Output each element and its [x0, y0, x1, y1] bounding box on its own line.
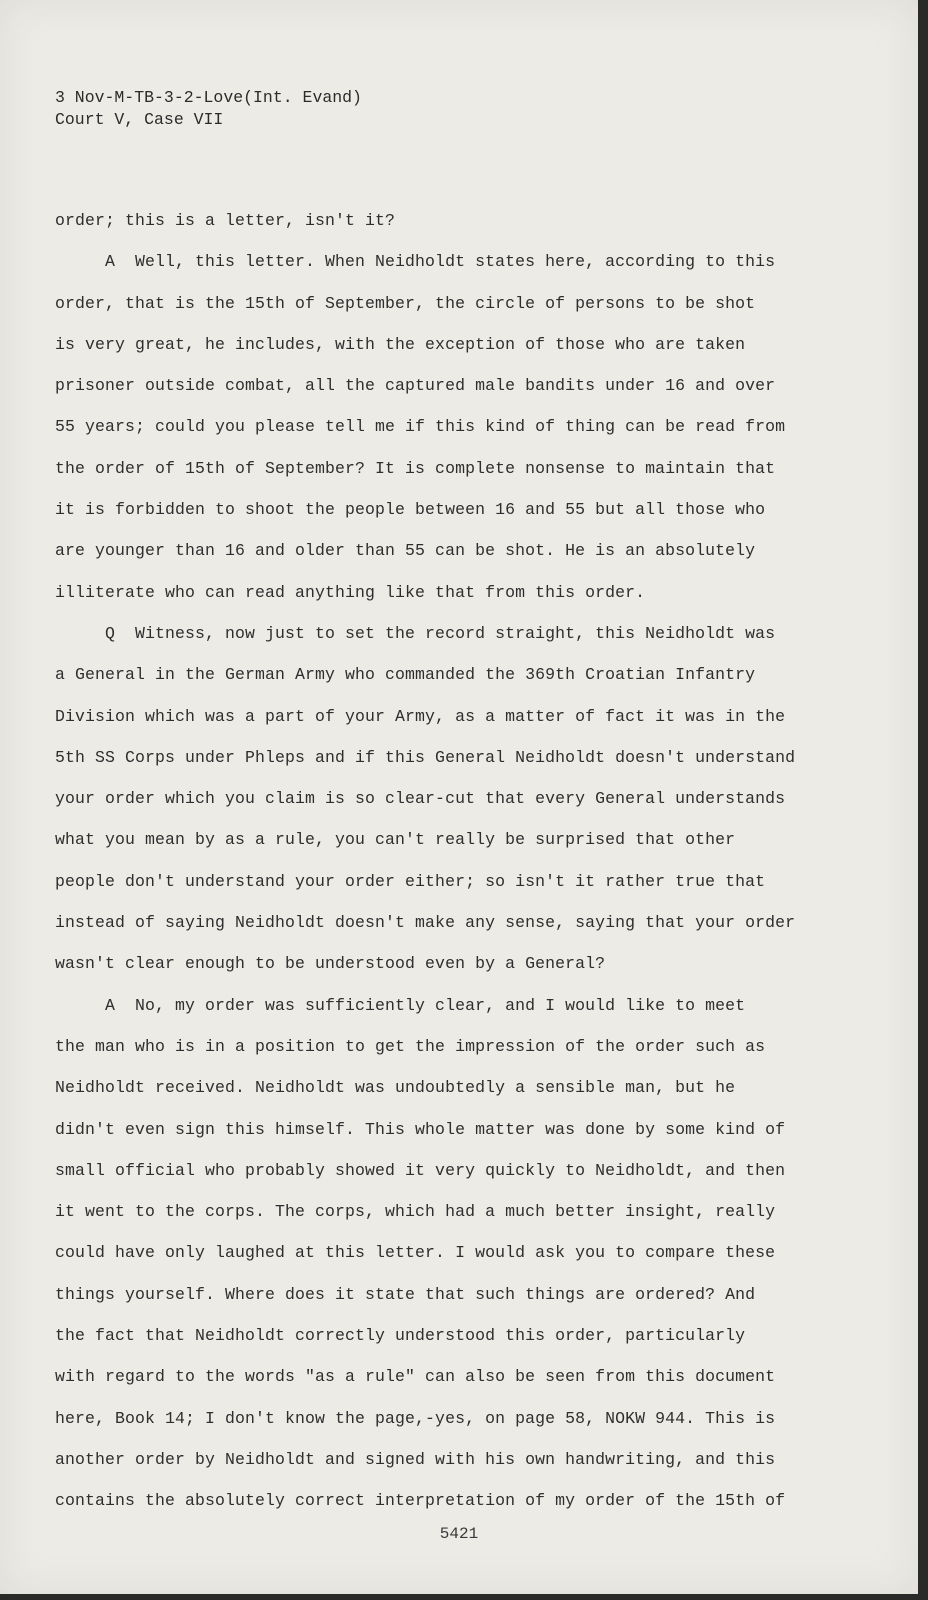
text-line: A Well, this letter. When Neidholdt states here, according to this: [55, 252, 776, 272]
text-line: small official who probably showed it very quickly to Neidholdt, and then: [55, 1160, 786, 1180]
text-line: it is forbidden to shoot the people between 16 and 55 but all those who: [55, 500, 766, 520]
text-line: wasn't clear enough to be understood even by a General?: [55, 954, 606, 974]
text-line: Neidholdt received. Neidholdt was undoubtedly a sensible man, but he: [55, 1078, 736, 1098]
page-number: 5421: [439, 1525, 479, 1543]
text-line: order, that is the 15th of September, the circle of persons to be shot: [55, 293, 756, 313]
text-line: what you mean by as a rule, you can't really be surprised that other: [55, 830, 736, 850]
text-line: things yourself. Where does it state that such things are ordered? And: [55, 1284, 756, 1304]
text-line: your order which you claim is so clear-cut that every General understands: [55, 789, 786, 809]
text-line: 55 years; could you please tell me if this kind of thing can be read from: [55, 417, 786, 437]
text-line: could have only laughed at this letter. I would ask you to compare these: [55, 1243, 776, 1263]
text-line: didn't even sign this himself. This whole matter was done by some kind of: [55, 1119, 786, 1139]
transcript-body: [55, 210, 835, 1532]
text-line: Division which was a part of your Army, as a matter of fact it was in the: [55, 706, 786, 726]
text-line: the man who is in a position to get the impression of the order such as: [55, 1036, 766, 1056]
text-line: order; this is a letter, isn't it?: [55, 211, 396, 230]
text-line: a General in the German Army who commanded the 369th Croatian Infantry: [55, 665, 756, 685]
text-line: with regard to the words "as a rule" can also be seen from this document: [55, 1367, 776, 1387]
text-line: prisoner outside combat, all the captured male bandits under 16 and over: [55, 376, 776, 396]
text-line: another order by Neidholdt and signed with his own handwriting, and this: [55, 1449, 776, 1469]
document-header: [55, 87, 362, 131]
text-line: illiterate who can read anything like that from this order.: [55, 582, 646, 602]
text-line: A No, my order was sufficiently clear, and I would like to meet: [55, 995, 746, 1015]
text-line: Q Witness, now just to set the record straight, this Neidholdt was: [55, 623, 776, 643]
text-line: the order of 15th of September? It is complete nonsense to maintain that: [55, 458, 776, 478]
text-line: instead of saying Neidholdt doesn't make any sense, saying that your order: [55, 913, 796, 933]
text-line: contains the absolutely correct interpretation of my order of the 15th of: [55, 1491, 786, 1511]
text-line: is very great, he includes, with the exception of those who are taken: [55, 334, 746, 354]
header-court-case: Court V, Case VII: [55, 110, 224, 129]
text-line: here, Book 14; I don't know the page,-yes, on page 58, NOKW 944. This is: [55, 1408, 776, 1428]
text-line: 5th SS Corps under Phleps and if this General Neidholdt doesn't understand: [55, 747, 796, 767]
header-reference: 3 Nov-M-TB-3-2-Love(Int. Evand): [55, 88, 362, 107]
text-line: people don't understand your order either; so isn't it rather true that: [55, 871, 766, 891]
text-line: the fact that Neidholdt correctly understood this order, particularly: [55, 1326, 746, 1346]
text-line: are younger than 16 and older than 55 can be shot. He is an absolutely: [55, 541, 756, 561]
text-line: it went to the corps. The corps, which had a much better insight, really: [55, 1202, 776, 1222]
